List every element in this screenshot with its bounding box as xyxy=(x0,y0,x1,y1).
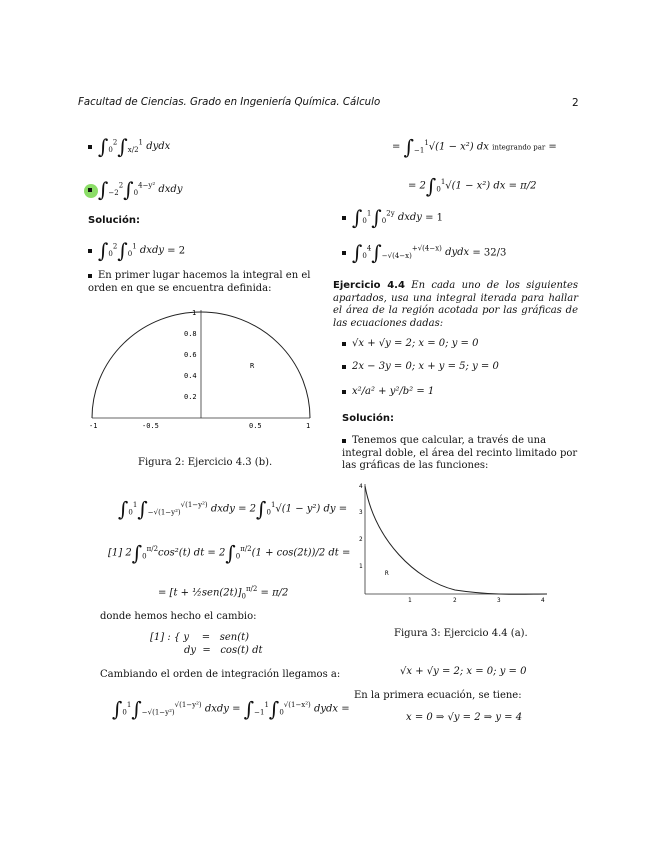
paragraph-right-1: Tenemos que calcular, a través de una integral doble, el área del recinto limitado por las gráficas de las funciones: xyxy=(342,435,578,471)
solution-item-1: $\int_0^2\int_0^1$ dxdy = 2 xyxy=(88,241,185,261)
equation-right-2: = $2\int_0^1√(1 - x^2)$ dx = π/2 xyxy=(408,173,537,198)
solution-value: = 2 xyxy=(167,245,186,257)
equation-item-2: 2x − 3y = 0; x + y = 5; y = 0 xyxy=(342,361,499,374)
fig3-tick-x: 3 xyxy=(497,597,501,604)
equation-item-1: √x + √y = 2; x = 0; y = 0 xyxy=(342,338,478,351)
figure-2-plot xyxy=(86,306,316,436)
paragraph-left-1: En primer lugar hacemos la integral en el orden en que se encuentra definida: xyxy=(88,270,311,294)
solution-heading-left: Solución: xyxy=(88,215,140,226)
fig3-tick-x: 4 xyxy=(541,597,545,604)
equation-left-4: $\int_0^1\int_{-√(1-y^2)}^{√(1-y^2)}$ dxdy = $\int_{-1}^1\int_0^{√(1-x^2)}$ dydx = xyxy=(112,696,350,721)
result-item-2: $\int_0^4\int_{-√(4-x)}^{+√(4-x)}$ dydx = 32/3 xyxy=(342,243,506,263)
solution-heading-right: Solución: xyxy=(342,413,394,424)
fig3-tick-y: 1 xyxy=(359,563,363,570)
fig3-tick-y: 3 xyxy=(359,509,363,516)
integral-item-1: $\int_0^2\int_{x/2}^1$ dydx xyxy=(88,137,170,157)
fig2-region-label: R xyxy=(250,362,255,370)
fig2-tick-x: -0.5 xyxy=(142,422,159,430)
fig2-tick-y: 1 xyxy=(192,309,197,317)
fig2-tick-y: 0.8 xyxy=(184,330,197,338)
final-equation: x = 0 ⇒ √y = 2 ⇒ y = 4 xyxy=(406,712,523,723)
equation-left-3: = $[t + \frac{1}{2}sen(2t)]_0^{\pi/2} = \pi/2$ xyxy=(158,585,289,601)
primera-text: En la primera ecuación, se tiene: xyxy=(354,690,522,701)
fig2-tick-y: 0.2 xyxy=(184,393,197,401)
fig2-tick-x: -1 xyxy=(89,422,98,430)
integral-item-2: $\int_{-2}^2\int_0^{4-y^2}$ dxdy xyxy=(88,180,182,200)
exercise-title: Ejercicio 4.4 xyxy=(333,280,405,291)
result-item-1: $\int_0^1\int_0^{2y}$ dxdy = 1 xyxy=(342,208,443,228)
cambiando-text: Cambiando el orden de integración llegamos a: xyxy=(100,669,341,680)
fig3-tick-x: 2 xyxy=(453,597,457,604)
fig2-tick-y: 0.4 xyxy=(184,372,197,380)
page-number: 2 xyxy=(572,97,579,109)
fig2-tick-x: 0.5 xyxy=(249,422,262,430)
figure-3-plot xyxy=(355,480,551,606)
exercise-4-4 xyxy=(333,280,578,330)
page-header-title: Facultad de Ciencias. Grado en Ingeniería Química. Cálculo xyxy=(78,97,381,108)
substitution-system: [1] : { y = sen(t) dy = cos(t) dt xyxy=(150,632,263,656)
integrando-par-note: integrando par xyxy=(492,143,546,152)
figure-2-caption: Figura 2: Ejercicio 4.3 (b). xyxy=(138,457,273,468)
fig2-tick-x: 1 xyxy=(306,422,311,430)
exercise-text: En cada uno de los siguientes apartados, usa una integral iterada para hallar el área de la región acotada por las gráficas de las ecuaciones dadas: xyxy=(333,280,578,329)
equation-right-1: = $\int_{-1}^1√(1 - x^2)$ dx integrando par = xyxy=(392,134,557,159)
figure-3-caption: Figura 3: Ejercicio 4.4 (a). xyxy=(394,628,528,639)
fig3-region-label: R xyxy=(385,570,389,577)
fig2-tick-y: 0.6 xyxy=(184,351,197,359)
equation-center-right: √x + √y = 2; x = 0; y = 0 xyxy=(400,666,527,677)
equation-left-1: $\int_0^1\int_{-√(1-y^2)}^{√(1-y^2)}$ dxdy = $2\int_0^1√(1 - y^2)$ dy = xyxy=(118,496,348,521)
cambio-text: donde hemos hecho el cambio: xyxy=(100,611,257,622)
fig3-tick-y: 4 xyxy=(359,483,363,490)
fig3-tick-x: 1 xyxy=(408,597,412,604)
equation-item-3: x²/a² + y²/b² = 1 xyxy=(342,386,434,399)
fig3-tick-y: 2 xyxy=(359,536,363,543)
equation-left-2: [1] $2\int_0^{\pi/2}\cos^2(t)$ dt = $2\int_0^{\pi/2}(1 + \cos(2t))/2$ dt = xyxy=(108,540,351,565)
